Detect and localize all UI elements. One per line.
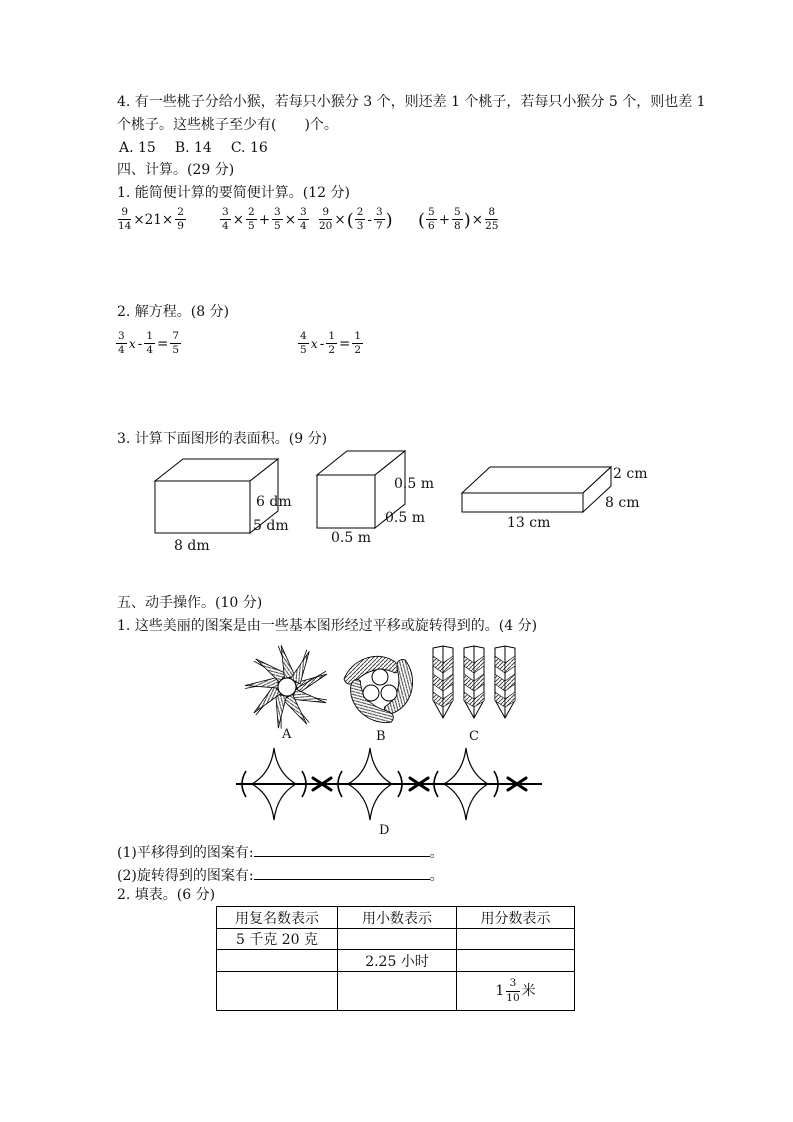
fraction xyxy=(352,331,363,357)
fraction xyxy=(374,207,385,233)
operator-text: × xyxy=(232,211,244,228)
fraction-numerator: 9 xyxy=(319,207,332,220)
table-row xyxy=(217,972,575,1011)
cube-figure xyxy=(308,445,460,557)
fraction-numerator: 7 xyxy=(170,331,181,344)
table-cell-compound-value: 5 千克 20 克 xyxy=(217,929,338,950)
fraction-numerator: 5 xyxy=(426,207,437,220)
fraction xyxy=(246,207,257,233)
operator-text: - xyxy=(319,335,325,352)
fraction-denominator: 6 xyxy=(428,220,435,233)
fraction-denominator: 14 xyxy=(118,220,132,233)
section5-sub1-title: 1. 这些美丽的图案是由一些基本图形经过平移或旋转得到的。(4 分) xyxy=(117,618,538,634)
fraction-denominator: 5 xyxy=(248,220,255,233)
table-cell-fraction-value xyxy=(457,972,575,1011)
section4-sub1-title: 1. 能简便计算的要简便计算。(12 分) xyxy=(117,185,350,201)
operator-text: × xyxy=(284,211,296,228)
fraction-numerator: 3 xyxy=(272,207,283,220)
fraction-denominator: 4 xyxy=(300,220,307,233)
operator-text: ×21× xyxy=(133,211,174,228)
table-header-row xyxy=(217,907,575,929)
fraction-denominator: 3 xyxy=(356,220,364,233)
operator-text: × xyxy=(334,211,346,228)
equation-2 xyxy=(297,331,364,357)
fraction xyxy=(319,207,332,233)
pattern-label-c: C xyxy=(469,729,479,744)
option-a: A. 15 xyxy=(119,140,156,156)
fraction xyxy=(144,331,155,357)
fraction-numerator: 3 xyxy=(116,331,127,344)
pattern-a xyxy=(245,645,327,728)
fraction-denominator: 2 xyxy=(354,344,361,357)
fraction xyxy=(426,207,437,233)
translation-answer-line xyxy=(117,843,444,862)
table-header-compound: 用复名数表示 xyxy=(217,907,338,929)
operator-text: + xyxy=(438,211,451,228)
pattern-d-figure xyxy=(230,746,548,838)
cuboid-height-label: 6 dm xyxy=(256,494,292,510)
fraction-denominator: 4 xyxy=(118,344,125,357)
fraction-numerator: 8 xyxy=(485,207,498,220)
table-header-decimal: 用小数表示 xyxy=(338,907,457,929)
fraction-numerator: 1 xyxy=(326,331,337,344)
table-row xyxy=(217,929,575,950)
fraction-numerator: 2 xyxy=(246,207,257,220)
cuboid-figure xyxy=(140,448,325,560)
cube-height-label: 0.5 m xyxy=(394,476,434,492)
cuboid-width-label: 8 dm xyxy=(174,538,210,554)
operator-text: = xyxy=(339,335,351,352)
fraction-denominator: 4 xyxy=(146,344,153,357)
pattern-c xyxy=(433,646,515,718)
table-cell-empty xyxy=(338,929,457,950)
equation-1 xyxy=(115,331,182,357)
flat-cuboid-width-label: 13 cm xyxy=(507,515,551,531)
calc-expression-4 xyxy=(418,207,499,233)
fraction-numerator: 4 xyxy=(298,331,309,344)
flat-cuboid-depth-label: 8 cm xyxy=(605,495,640,511)
table-cell-empty xyxy=(217,972,338,1011)
pattern-a-center-circle xyxy=(278,678,296,696)
pattern-b-circle xyxy=(363,685,379,701)
fraction xyxy=(355,207,366,233)
section4-sub3-title: 3. 计算下面图形的表面积。(9 分) xyxy=(117,431,328,447)
fraction-numerator: 2 xyxy=(355,207,366,220)
section5-title: 五、动手操作。(10 分) xyxy=(117,595,263,611)
fraction xyxy=(170,331,181,357)
table-cell-empty xyxy=(217,950,338,972)
table-header-fraction: 用分数表示 xyxy=(457,907,575,929)
question4-options xyxy=(119,139,268,157)
parenthesis: ) xyxy=(385,210,393,232)
fraction-denominator: 5 xyxy=(274,220,281,233)
rotation-answer-line xyxy=(117,866,444,885)
pattern-label-d: D xyxy=(379,823,390,838)
cube-front-face xyxy=(317,475,375,528)
calc-expression-1 xyxy=(117,207,187,233)
calc-expression-2 xyxy=(219,207,310,233)
table-cell-decimal-value: 2.25 小时 xyxy=(338,950,457,972)
flat-cuboid-front-face xyxy=(462,493,583,512)
fraction-denominator: 8 xyxy=(454,220,461,233)
table-cell-empty xyxy=(457,929,575,950)
operator-text: = xyxy=(157,335,169,352)
fraction-numerator: 3 xyxy=(374,207,385,220)
table-cell-empty xyxy=(338,972,457,1011)
option-b: B. 14 xyxy=(174,140,212,156)
fraction-denominator: 4 xyxy=(222,220,229,233)
fraction-denominator: 7 xyxy=(375,220,383,233)
calc-expression-3 xyxy=(318,207,393,233)
fraction xyxy=(220,207,231,233)
operator-text: 1 xyxy=(495,982,505,999)
parenthesis: ( xyxy=(346,210,354,232)
cuboid-front-face xyxy=(155,481,250,533)
section5-sub2-title: 2. 填表。(6 分) xyxy=(117,887,216,903)
question4-line2: 个桃子。这些桃子至少有( )个。 xyxy=(117,117,338,133)
pattern-label-a: A xyxy=(282,727,292,742)
operator-text: - xyxy=(137,335,143,352)
rotation-answer-blank xyxy=(254,866,430,880)
fraction-denominator: 10 xyxy=(506,991,520,1004)
cube-depth-label: 0.5 m xyxy=(385,510,425,526)
translation-answer-label: (1)平移得到的图案有: xyxy=(117,845,254,861)
variable: x xyxy=(128,335,136,351)
fraction xyxy=(452,207,463,233)
question4-line1: 4. 有一些桃子分给小猴，若每只小猴分 3 个，则还差 1 个桃子，若每只小猴分 5 个，则也差 1 xyxy=(117,94,706,110)
fraction-numerator: 1 xyxy=(144,331,155,344)
parenthesis: ( xyxy=(418,210,426,232)
fraction-denominator: 2 xyxy=(328,344,335,357)
pattern-b-circle xyxy=(381,685,397,701)
variable: x xyxy=(310,335,318,351)
cube-width-label: 0.5 m xyxy=(331,530,371,546)
operator-text: + xyxy=(258,211,270,228)
table-cell-empty xyxy=(457,950,575,972)
fraction xyxy=(298,207,309,233)
fraction-denominator: 5 xyxy=(172,344,179,357)
rotation-answer-label: (2)旋转得到的图案有: xyxy=(117,868,254,884)
section4-title: 四、计算。(29 分) xyxy=(117,162,235,178)
pattern-b xyxy=(344,656,425,733)
fraction-numerator: 1 xyxy=(352,331,363,344)
flat-cuboid-figure xyxy=(455,450,670,538)
fraction-numerator: 3 xyxy=(506,978,519,991)
fraction xyxy=(485,207,498,233)
fraction-numerator: 5 xyxy=(452,207,463,220)
fraction-denominator: 9 xyxy=(177,220,184,233)
fraction-numerator: 3 xyxy=(220,207,231,220)
period: 。 xyxy=(429,845,444,861)
fraction-denominator: 20 xyxy=(319,220,333,233)
flat-cuboid-height-label: 2 cm xyxy=(613,466,648,482)
section4-sub2-title: 2. 解方程。(8 分) xyxy=(117,304,230,320)
fraction xyxy=(506,978,519,1004)
patterns-abc-figure xyxy=(238,638,530,744)
fraction xyxy=(118,207,131,233)
operator-text: - xyxy=(367,211,372,228)
table-row xyxy=(217,950,575,972)
fraction xyxy=(175,207,186,233)
fraction xyxy=(298,331,309,357)
option-c: C. 16 xyxy=(230,140,268,156)
operator-text: 米 xyxy=(521,982,536,999)
fraction xyxy=(272,207,283,233)
translation-answer-blank xyxy=(254,843,430,857)
fraction-numerator: 9 xyxy=(118,207,131,220)
period: 。 xyxy=(429,868,444,884)
pattern-label-b: B xyxy=(376,729,386,744)
fraction xyxy=(116,331,127,357)
fraction-denominator: 5 xyxy=(300,344,307,357)
fill-table xyxy=(216,906,575,1011)
fraction xyxy=(326,331,337,357)
fraction-numerator: 2 xyxy=(175,207,186,220)
fraction-denominator: 25 xyxy=(485,220,499,233)
parenthesis: ) xyxy=(463,210,471,232)
cuboid-depth-label: 5 dm xyxy=(253,518,289,534)
operator-text: × xyxy=(471,211,484,228)
fraction-numerator: 3 xyxy=(298,207,309,220)
pattern-b-circle xyxy=(372,669,388,685)
